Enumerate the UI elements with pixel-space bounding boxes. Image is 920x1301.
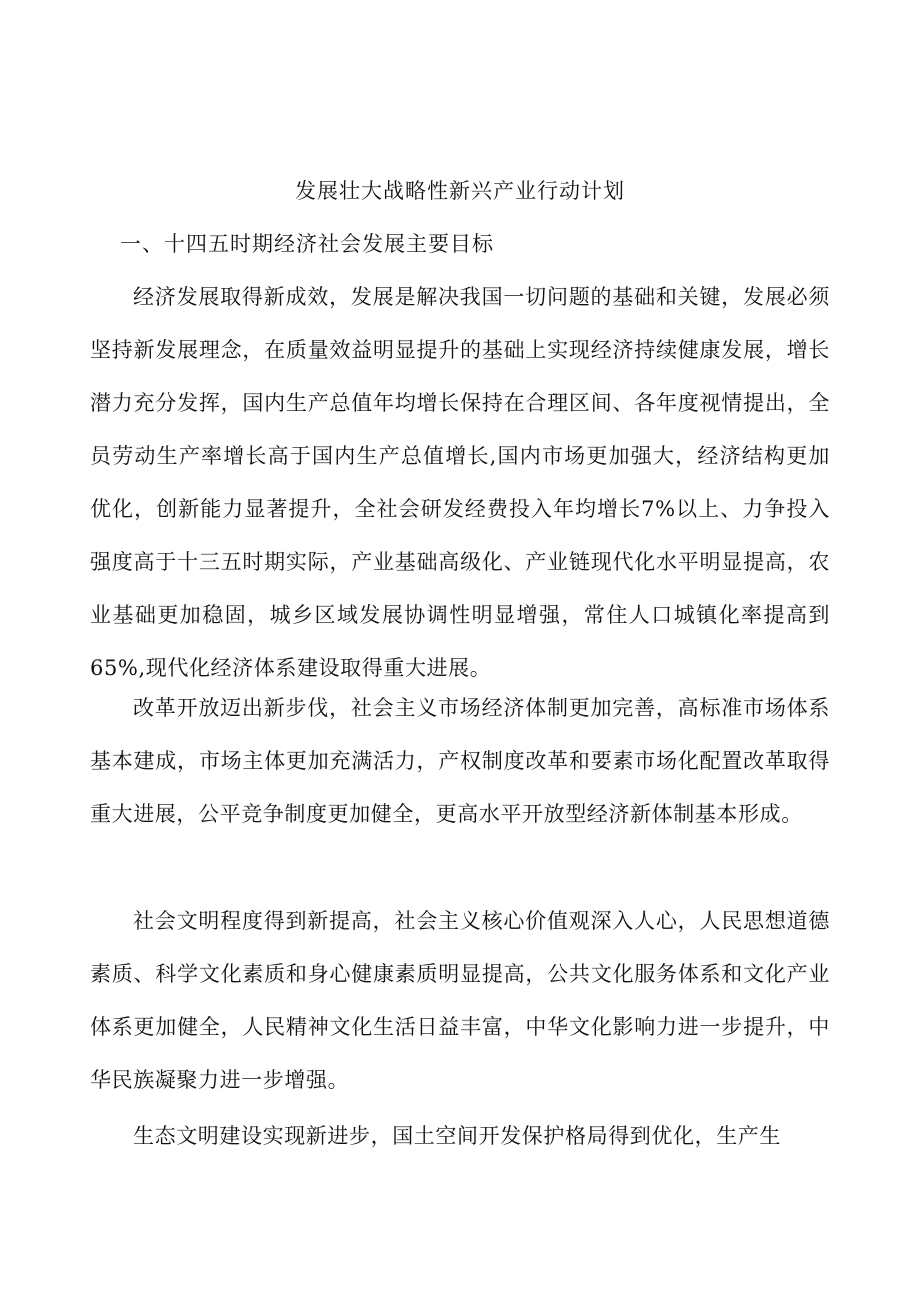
- section-heading: 一、十四五时期经济社会发展主要目标: [120, 232, 494, 256]
- document-title: 发展壮大战略性新兴产业行动计划: [295, 179, 625, 203]
- paragraph-reform-opening: 改革开放迈出新步伐，社会主义市场经济体制更加完善，高标准市场体系基本建成，市场主体更加充满活力，产权制度改革和要素市场化配置改革取得重大进展，公平竞争制度更加健全，更高水平开放型经济新体制基本形成。: [90, 696, 830, 826]
- paragraph-economic-development: 经济发展取得新成效，发展是解决我国一切问题的基础和关键，发展必须坚持新发展理念，在质量效益明显提升的基础上实现经济持续健康发展，增长潜力充分发挥，国内生产总值年均增长保持在合理区间、各年度视情提出，全员劳动生产率增长高于国内生产总值增长,国内市场更加强大，经济结构更加优化，创新能力显著提升，全社会研发经费投入年均增长7%以上、力争投入强度高于十三五时期实际，产业基础高级化、产业链现代化水平明显提高，农业基础更加稳固，城乡区域发展协调性明显增强，常住人口城镇化率提高到65%,现代化经济体系建设取得重大进展。: [90, 285, 830, 680]
- paragraph-ecological-civilization: 生态文明建设实现新进步，国土空间开发保护格局得到优化，生产生: [133, 1124, 781, 1148]
- paragraph-social-civilization: 社会文明程度得到新提高，社会主义核心价值观深入人心，人民思想道德素质、科学文化素质和身心健康素质明显提高，公共文化服务体系和文化产业体系更加健全，人民精神文化生活日益丰富，中华文化影响力进一步提升，中华民族凝聚力进一步增强。: [90, 909, 830, 1092]
